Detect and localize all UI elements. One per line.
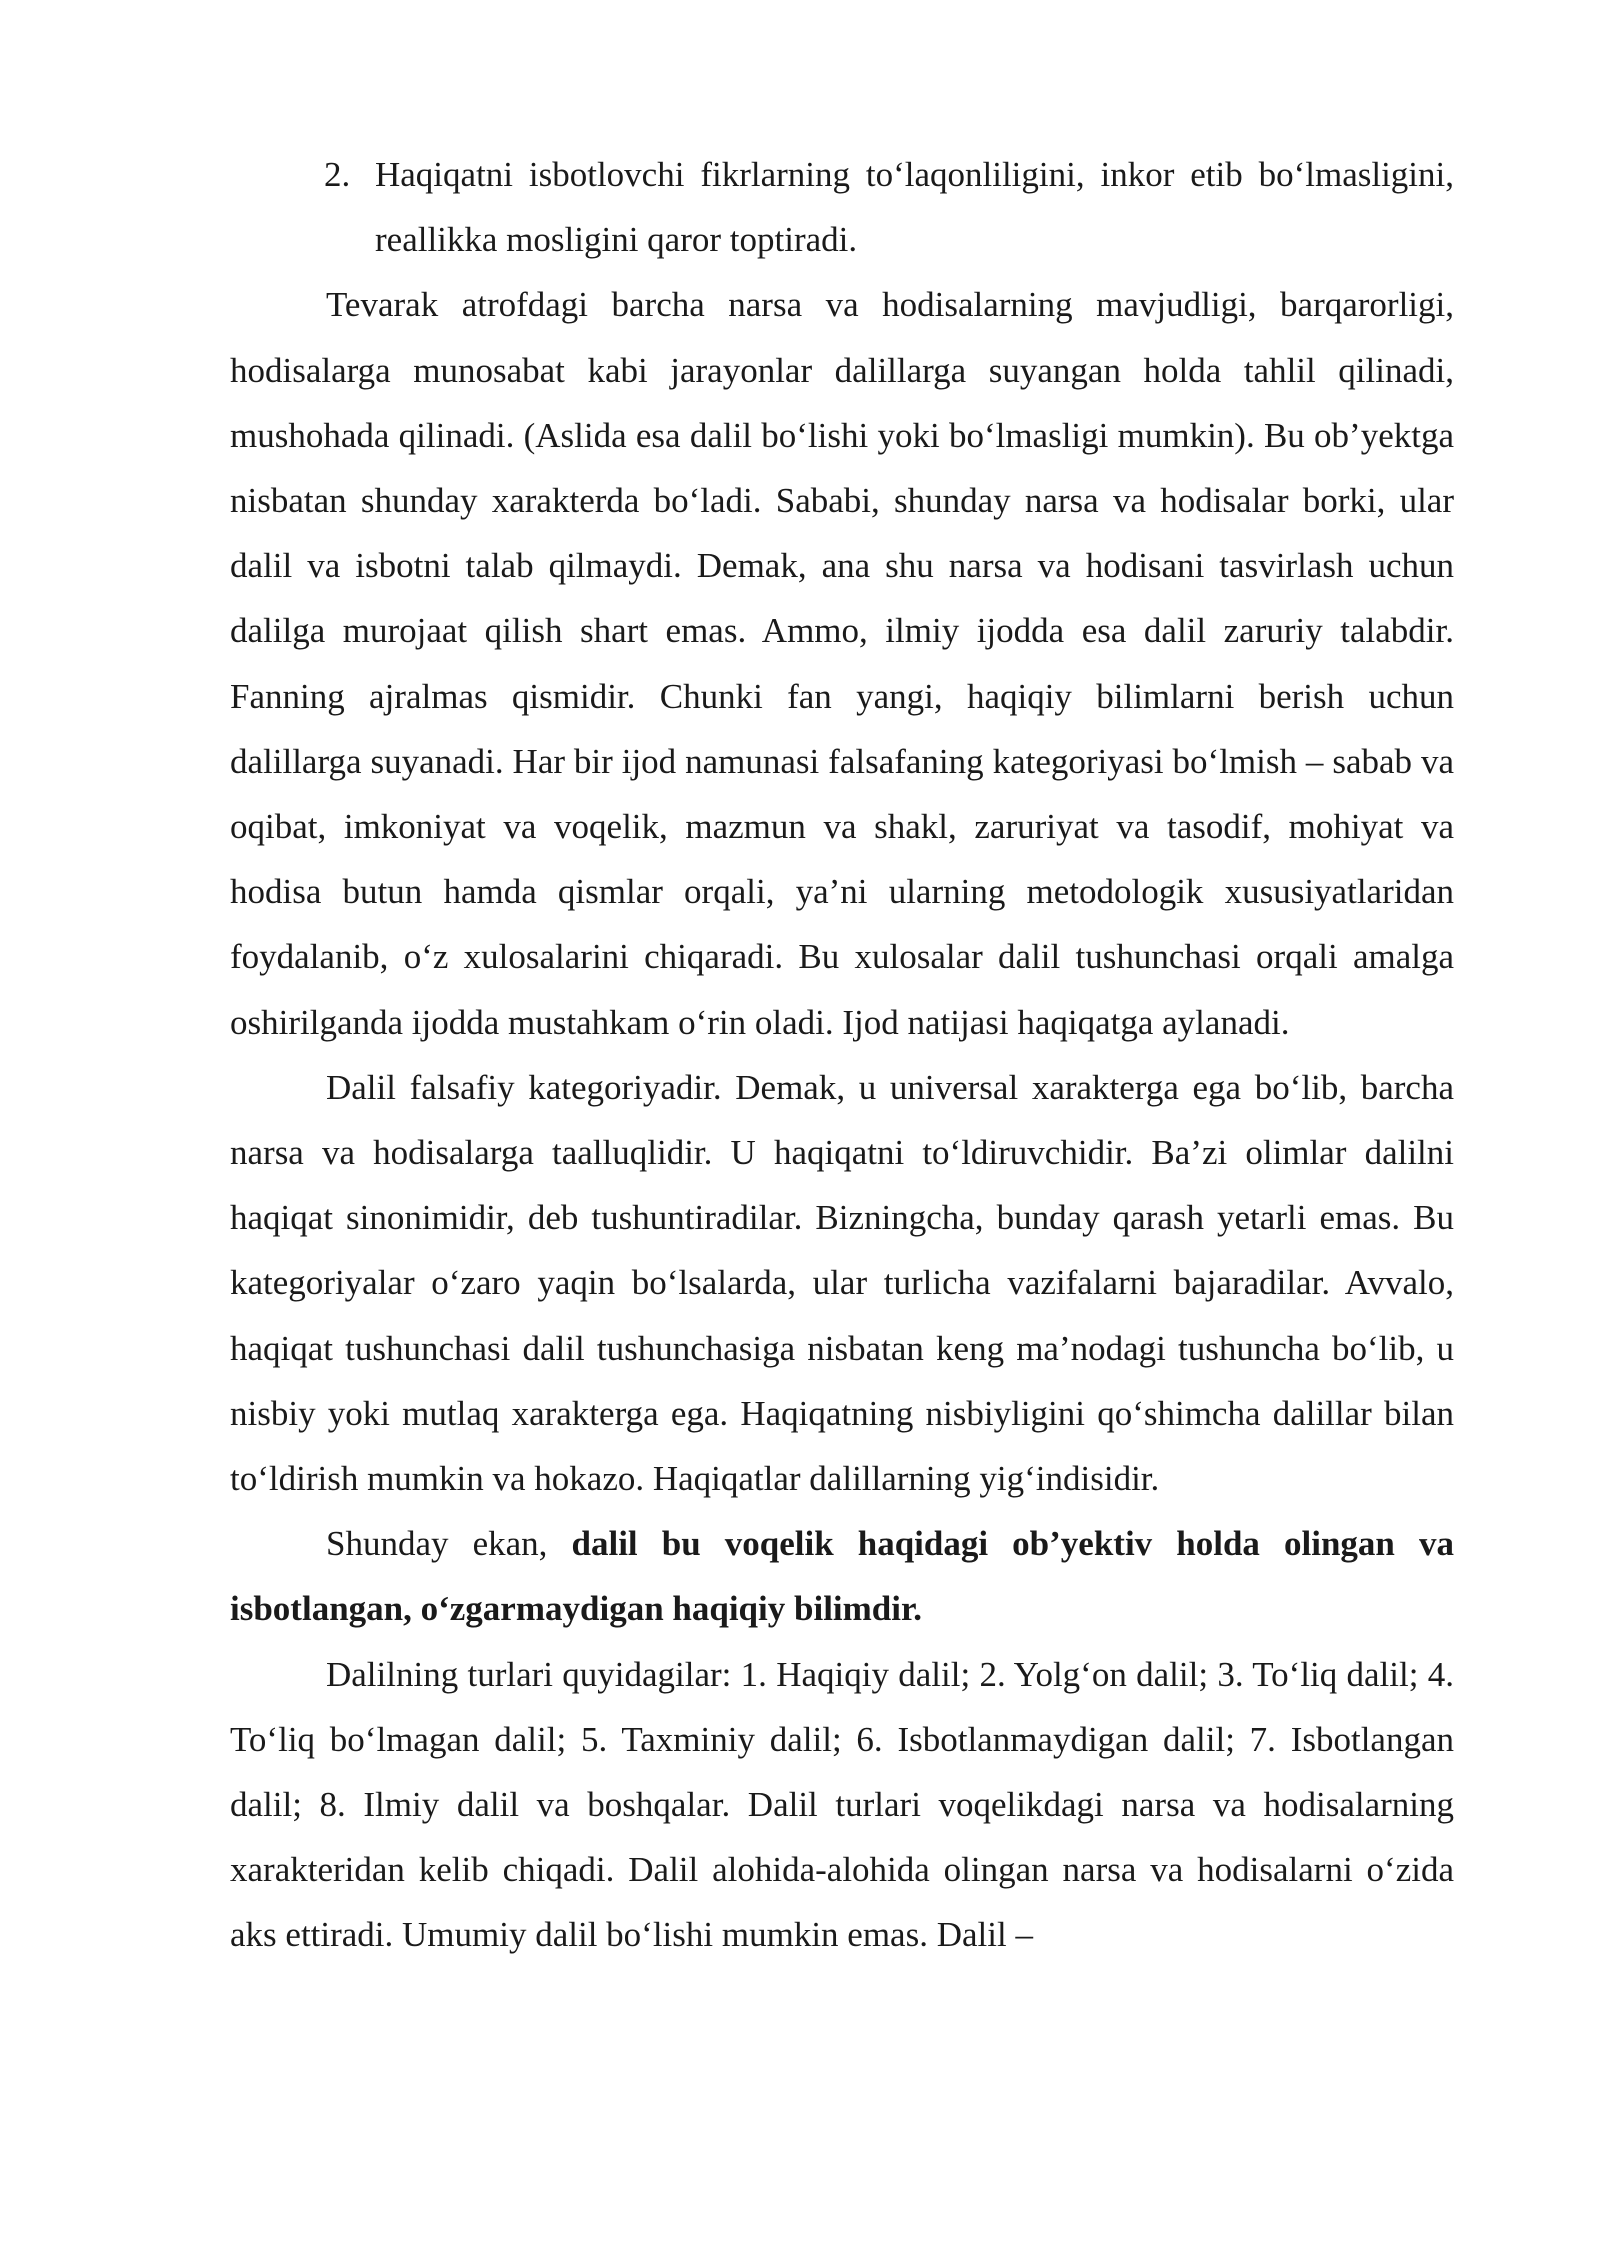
paragraph-1: Tevarak atrofdagi barcha narsa va hodisalarning mavjudligi, barqarorligi, hodisalarga munosabat kabi jarayonlar dalillarga suyangan holda tahlil qilinadi, mushohada qilinadi. (Aslida esa dalil bo‘lishi yoki bo‘lmasligi mumkin). Bu ob’yektga nisbatan shunday xarakterda bo‘ladi. Sababi, shunday narsa va hodisalar borki, ular dalil va isbotni talab qilmaydi. Demak, ana shu narsa va hodisani tasvirlash uchun dalilga murojaat qilish shart emas. Ammo, ilmiy ijodda esa dalil zaruriy talabdir. Fanning ajralmas qismidir. Chunki fan yangi, haqiqiy bilimlarni berish uchun dalillarga suyanadi. Har bir ijod namunasi falsafaning kategoriyasi bo‘lmish – sabab va oqibat, imkoniyat va voqelik, mazmun va shakl, zaruriyat va tasodif, mohiyat va hodisa butun hamda qismlar orqali, ya’ni ularning metodologik xususiyatlaridan foydalanib, o‘z xulosalarini chiqaradi. Bu xulosalar dalil tushunchasi orqali amalga oshirilganda ijodda mustahkam o‘rin oladi. Ijod natijasi haqiqatga aylanadi. [230, 285, 1454, 1042]
list-item-text: Haqiqatni isbotlovchi fikrlarning to‘laqonliligini, inkor etib bo‘lmasligini, reallikka mosligini qaror toptiradi. [375, 155, 1454, 260]
paragraph-4: Dalilning turlari quyidagilar: 1. Haqiqiy dalil; 2. Yolg‘on dalil; 3. To‘liq dalil; 4. To‘liq bo‘lmagan dalil; 5. Taxminiy dalil; 6. Isbotlanmaydigan dalil; 7. Isbotlangan dalil; 8. Ilmiy dalil va boshqalar. Dalil turlari voqelikdagi narsa va hodisalarning xarakteridan kelib chiqadi. Dalil alohida-alohida olingan narsa va hodisalarni o‘zida aks ettiradi. Umumiy dalil bo‘lishi mumkin emas. Dalil – [230, 1654, 1454, 1955]
definition-lead-text: Shunday ekan, [326, 1524, 572, 1564]
numbered-list-item [324, 142, 1454, 272]
page-content [230, 142, 1454, 1968]
paragraph-3-definition [230, 1511, 1454, 1641]
list-item-number: 2. [324, 155, 351, 194]
paragraph-2: Dalil falsafiy kategoriyadir. Demak, u universal xarakterga ega bo‘lib, barcha narsa va hodisalarga taalluqlidir. U haqiqatni to‘ldiruvchidir. Ba’zi olimlar dalilni haqiqat sinonimidir, deb tushuntiradilar. Bizningcha, bunday qarash yetarli emas. Bu kategoriyalar o‘zaro yaqin bo‘lsalarda, ular turlicha vazifalarni bajaradilar. Avvalo, haqiqat tushunchasi dalil tushunchasiga nisbatan keng ma’nodagi tushuncha bo‘lib, u nisbiy yoki mutlaq xarakterga ega. Haqiqatning nisbiyligini qo‘shimcha dalillar bilan to‘ldirish mumkin va hokazo. Haqiqatlar dalillarning yig‘indisidir. [230, 1067, 1454, 1499]
definition-bold-text: dalil bu voqelik haqidagi ob’yektiv holda olingan va isbotlangan, o‘zgarmaydigan haqiqiy bilimdir. [230, 1524, 1454, 1629]
